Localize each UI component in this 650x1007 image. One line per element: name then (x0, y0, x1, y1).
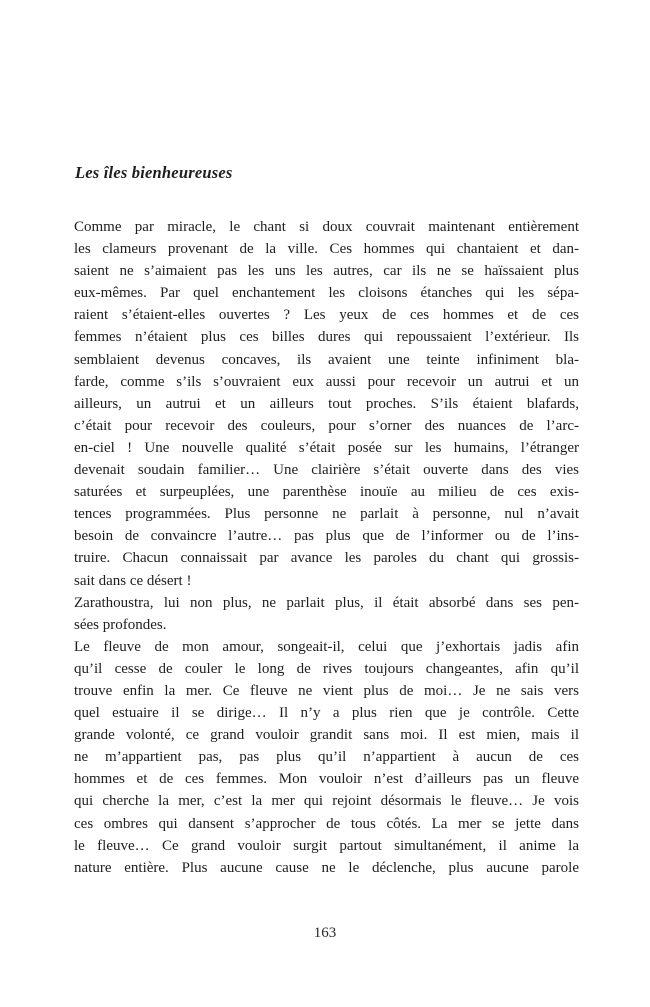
text-line: truire. Chacun connaissait par avance les paroles du chant qui grossis- (74, 550, 579, 567)
paragraph (74, 592, 579, 636)
text-line: hommes et de ces femmes. Mon vouloir n’est d’ailleurs pas un fleuve (74, 771, 579, 788)
text-line: raient s’étaient-elles ouvertes ? Les yeux de ces hommes et de ces (74, 307, 579, 324)
text-line: ces ombres qui dansent s’approcher de tous côtés. La mer se jette dans (74, 815, 579, 832)
text-line: farde, comme s’ils s’ouvraient eux aussi pour recevoir un autrui et un (74, 373, 579, 390)
text-line: tences programmées. Plus personne ne parlait à personne, nul n’avait (74, 506, 579, 523)
text-line: en-ciel ! Une nouvelle qualité s’était posée sur les humains, l’étranger (74, 439, 579, 456)
text-line: nature entière. Plus aucune cause ne le déclenche, plus aucune parole (74, 859, 579, 876)
paragraph (74, 216, 579, 592)
chapter-title: Les îles bienheureuses (75, 163, 233, 182)
text-line: saient ne s’aimaient pas les uns les autres, car ils ne se haïssaient plus (74, 263, 579, 280)
text-line: le fleuve… Ce grand vouloir surgit partout simultanément, il anime la (74, 837, 579, 854)
text-line: eux-mêmes. Par quel enchantement les cloisons étanches qui les sépa- (74, 285, 579, 302)
text-line: c’était pour recevoir des couleurs, pour s’orner des nuances de l’arc- (74, 417, 579, 434)
text-line: femmes n’étaient plus ces billes dures qui repoussaient l’extérieur. Ils (74, 329, 579, 346)
text-line: saturées et surpeuplées, une parenthèse inouïe au milieu de ces exis- (74, 484, 579, 501)
text-line: semblaient devenus concaves, ils avaient une teinte infiniment bla- (74, 351, 579, 368)
text-line: trouve enfin la mer. Ce fleuve ne vient plus de moi… Je ne sais vers (74, 682, 579, 699)
text-line: ailleurs, un autrui et un ailleurs tout proches. S’ils étaient blafards, (74, 395, 579, 412)
text-line: Comme par miracle, le chant si doux couvrait maintenant entièrement (74, 219, 579, 235)
text-line: sait dans ce désert ! (74, 572, 192, 589)
text-body (74, 216, 579, 879)
paragraph (74, 636, 579, 879)
text-line: sées profondes. (74, 616, 167, 633)
text-line: qui cherche la mer, c’est la mer qui rejoint désormais le fleuve… Je vois (74, 793, 579, 810)
text-line: qu’il cesse de couler le long de rives toujours changeantes, afin qu’il (74, 660, 579, 677)
text-line: Le fleuve de mon amour, songeait-il, celui que j’exhortais jadis afin (74, 638, 579, 655)
text-line: Zarathoustra, lui non plus, ne parlait plus, il était absorbé dans ses pen- (74, 594, 579, 611)
text-line: les clameurs provenant de la ville. Ces hommes qui chantaient et dan- (74, 241, 579, 258)
text-line: devenait soudain familier… Une clairière s’était ouverte dans des vies (74, 462, 579, 479)
text-line: quel estuaire il se dirige… Il n’y a plus rien que je contrôle. Cette (74, 705, 579, 722)
text-line: besoin de convaincre l’autre… pas plus que de l’informer ou de l’ins- (74, 528, 579, 545)
page-number: 163 (313, 925, 337, 941)
text-line: grande volonté, ce grand vouloir grandit sans moi. Il est mien, mais il (74, 727, 579, 744)
text-line: ne m’appartient pas, pas plus qu’il n’appartient à aucun de ces (74, 749, 579, 766)
